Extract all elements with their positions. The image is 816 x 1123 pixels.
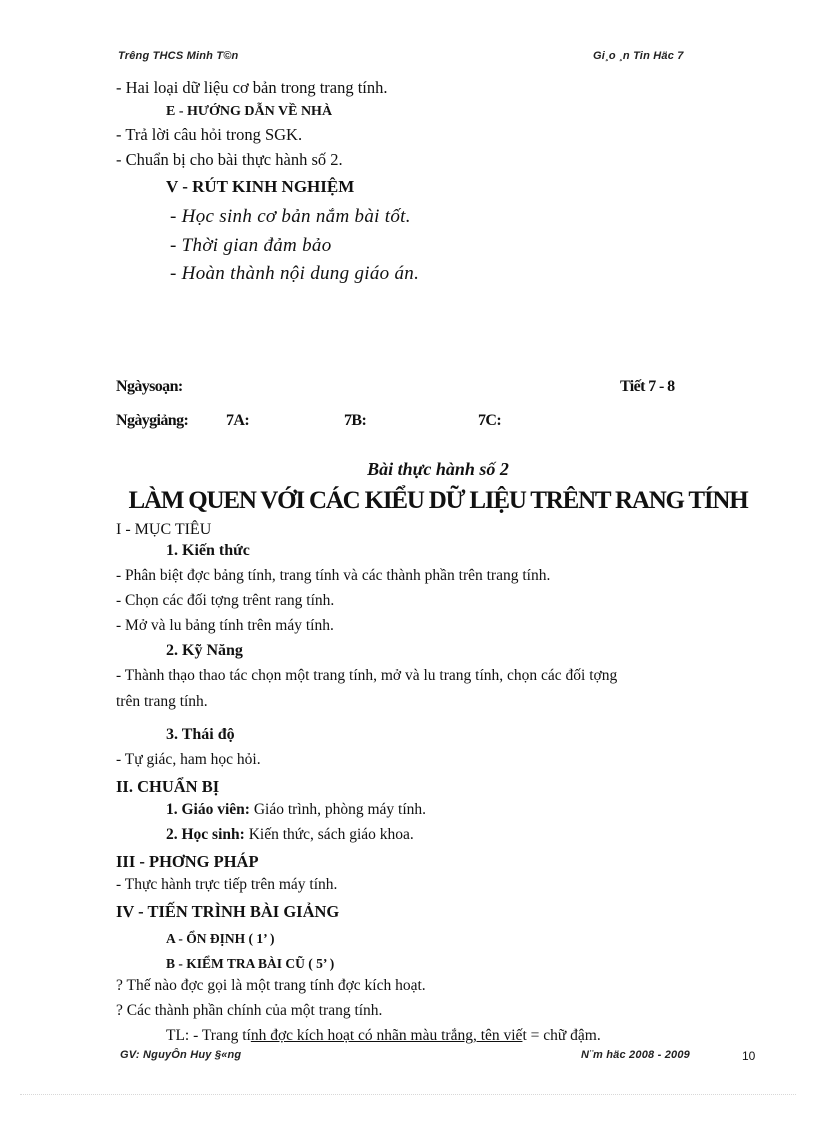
footer-teacher: GV: NguyÔn Huy §«ng [120,1049,242,1061]
body-line: - Thành thạo thao tác chọn một trang tính, mở và lu trang tính, chọn các đối tợng [116,667,618,684]
subheading-kien-thuc: 1. Kiến thức [166,542,250,559]
tiet-label: Tiết 7 - 8 [620,378,675,395]
body-line: - Trả lời câu hỏi trong SGK. [116,125,303,144]
subheading-ky-nang: 2. Kỹ Năng [166,642,243,659]
note-line: - Hoàn thành nội dung giáo án. [170,263,420,284]
body-line: - Hai loại dữ liệu cơ bản trong trang tính. [116,78,388,97]
heading-e: E - HƯỚNG DẪN VỀ NHÀ [166,104,333,119]
body-line: ? Thế nào đợc gọi là một trang tính đợc kích hoạt. [116,977,426,994]
body-line: trên trang tính. [116,693,208,710]
heading-v: V - RÚT KINH NGHIỆM [166,177,355,196]
ngay-giang: Ngàygiảng: [116,412,189,429]
lesson-title: LÀM QUEN VỚI CÁC KIỂU DỮ LIỆU TRÊNT RANG TÍNH [128,487,748,514]
ngay-soan: Ngàysoạn: [116,378,183,395]
answer-line: TL: - Trang tính đợc kích hoạt có nhãn màu trắng, tên viết = chữ đậm. [166,1027,601,1044]
subheading-a: A - ỔN ĐỊNH ( 1’ ) [166,931,275,946]
page-bottom-divider [20,1094,796,1095]
lesson-subtitle: Bài thực hành số 2 [367,459,509,479]
body-line: - Chuẩn bị cho bài thực hành số 2. [116,150,343,169]
subheading-thai-do: 3. Thái độ [166,726,235,743]
class-7c: 7C: [478,412,502,429]
body-line: - Chọn các đối tợng trênt rang tính. [116,592,335,609]
class-7b: 7B: [344,412,367,429]
subheading-b: B - KIỂM TRA BÀI CŨ ( 5’ ) [166,956,335,971]
section-heading: I - MỤC TIÊU [116,521,212,538]
header-school: Trêng THCS Minh T©n [118,50,239,62]
section-heading: IV - TIẾN TRÌNH BÀI GIẢNG [116,902,340,921]
header-course: Gi¸o ¸n Tin Häc 7 [593,50,684,62]
body-line: - Phân biệt đợc bảng tính, trang tính và các thành phần trên trang tính. [116,567,551,584]
note-line: - Học sinh cơ bản nắm bài tốt. [170,206,411,227]
section-heading: II. CHUẨN BỊ [116,777,220,796]
body-line: 1. Giáo viên: Giáo trình, phòng máy tính. [166,801,427,818]
body-line: ? Các thành phần chính của một trang tính. [116,1002,383,1019]
body-line: - Mở và lu bảng tính trên máy tính. [116,617,334,634]
page-number: 10 [742,1049,756,1063]
body-line: - Thực hành trực tiếp trên máy tính. [116,876,338,893]
body-line: 2. Học sinh: Kiến thức, sách giáo khoa. [166,826,414,843]
body-line: - Tự giác, ham học hỏi. [116,751,261,768]
class-7a: 7A: [226,412,250,429]
footer-year: N¨m häc 2008 - 2009 [581,1049,690,1061]
note-line: - Thời gian đảm bảo [170,235,332,256]
section-heading: III - PHƠNG PHÁP [116,852,259,871]
